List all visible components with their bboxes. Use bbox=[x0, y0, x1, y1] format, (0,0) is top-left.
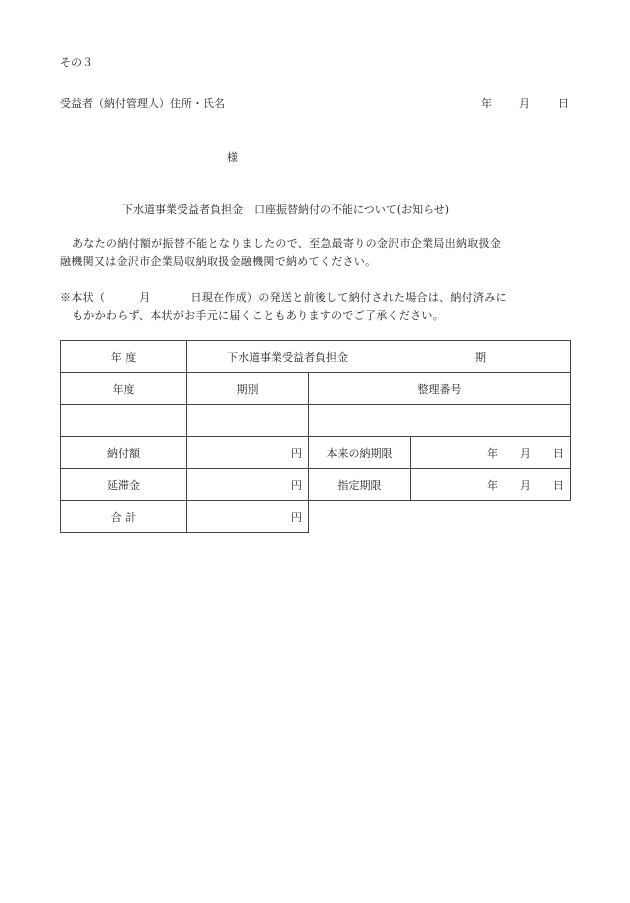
due-month: 月 bbox=[520, 446, 531, 460]
col-header-year: 年度 bbox=[61, 373, 187, 405]
designated-due-date bbox=[411, 469, 571, 501]
notice-title: 下水道事業受益者負担金 口座振替納付の不能について(お知らせ) bbox=[122, 203, 450, 216]
notice-body-paragraph bbox=[60, 235, 572, 271]
original-due-date bbox=[411, 437, 571, 469]
body-line-1: あなたの納付額が振替不能となりましたので、至急最寄りの金沢市企業局出納取扱金 bbox=[72, 237, 502, 250]
note-line-2: もかかわらず、本状がお手元に届くこともありますのでご了承ください。 bbox=[72, 309, 445, 322]
designated-due-label: 指定期限 bbox=[309, 469, 411, 501]
amount-label: 納付額 bbox=[61, 437, 187, 469]
notice-disclaimer bbox=[60, 289, 572, 325]
amount-yen: 円 bbox=[187, 437, 309, 469]
recipient-address-name-label: 受益者（納付管理人）住所・氏名 bbox=[60, 97, 225, 110]
table-row bbox=[61, 373, 571, 405]
issue-date-year: 年 bbox=[481, 97, 492, 110]
designated-day: 日 bbox=[553, 478, 564, 492]
late-fee-label: 延滞金 bbox=[61, 469, 187, 501]
note-month: 月 bbox=[139, 291, 151, 304]
designated-year: 年 bbox=[487, 478, 498, 492]
sheet-number: その３ bbox=[60, 56, 93, 69]
note-prefix: ※本状（ bbox=[60, 291, 106, 304]
issue-date-month: 月 bbox=[519, 97, 530, 110]
original-due-label: 本来の納期限 bbox=[309, 437, 411, 469]
honorific-sama: 様 bbox=[227, 151, 238, 164]
due-day: 日 bbox=[553, 446, 564, 460]
empty-cell bbox=[309, 501, 411, 533]
col-header-period: 期別 bbox=[187, 373, 309, 405]
col-header-ref-number: 整理番号 bbox=[309, 373, 571, 405]
ref-number-value-cell bbox=[309, 405, 571, 437]
ki-label: 期 bbox=[475, 350, 486, 364]
late-fee-yen: 円 bbox=[187, 469, 309, 501]
charge-name-cell bbox=[187, 341, 571, 373]
issue-date-day: 日 bbox=[558, 97, 569, 110]
empty-cell bbox=[411, 501, 571, 533]
total-label: 合 計 bbox=[61, 501, 187, 533]
charge-detail-table bbox=[60, 340, 571, 533]
period-value-cell bbox=[187, 405, 309, 437]
year-value-cell bbox=[61, 405, 187, 437]
table-row bbox=[61, 437, 571, 469]
designated-month: 月 bbox=[520, 478, 531, 492]
total-yen: 円 bbox=[187, 501, 309, 533]
body-line-2: 融機関又は金沢市企業局収納取扱金融機関で納めてください。 bbox=[60, 255, 377, 268]
table-row bbox=[61, 341, 571, 373]
table-row bbox=[61, 501, 571, 533]
table-row bbox=[61, 405, 571, 437]
charge-name: 下水道事業受益者負担金 bbox=[227, 350, 348, 364]
note-day-suffix: 日現在作成）の発送と前後して納付された場合は、納付済みに bbox=[190, 291, 507, 304]
nendo-header: 年 度 bbox=[61, 341, 187, 373]
due-year: 年 bbox=[487, 446, 498, 460]
table-row bbox=[61, 469, 571, 501]
